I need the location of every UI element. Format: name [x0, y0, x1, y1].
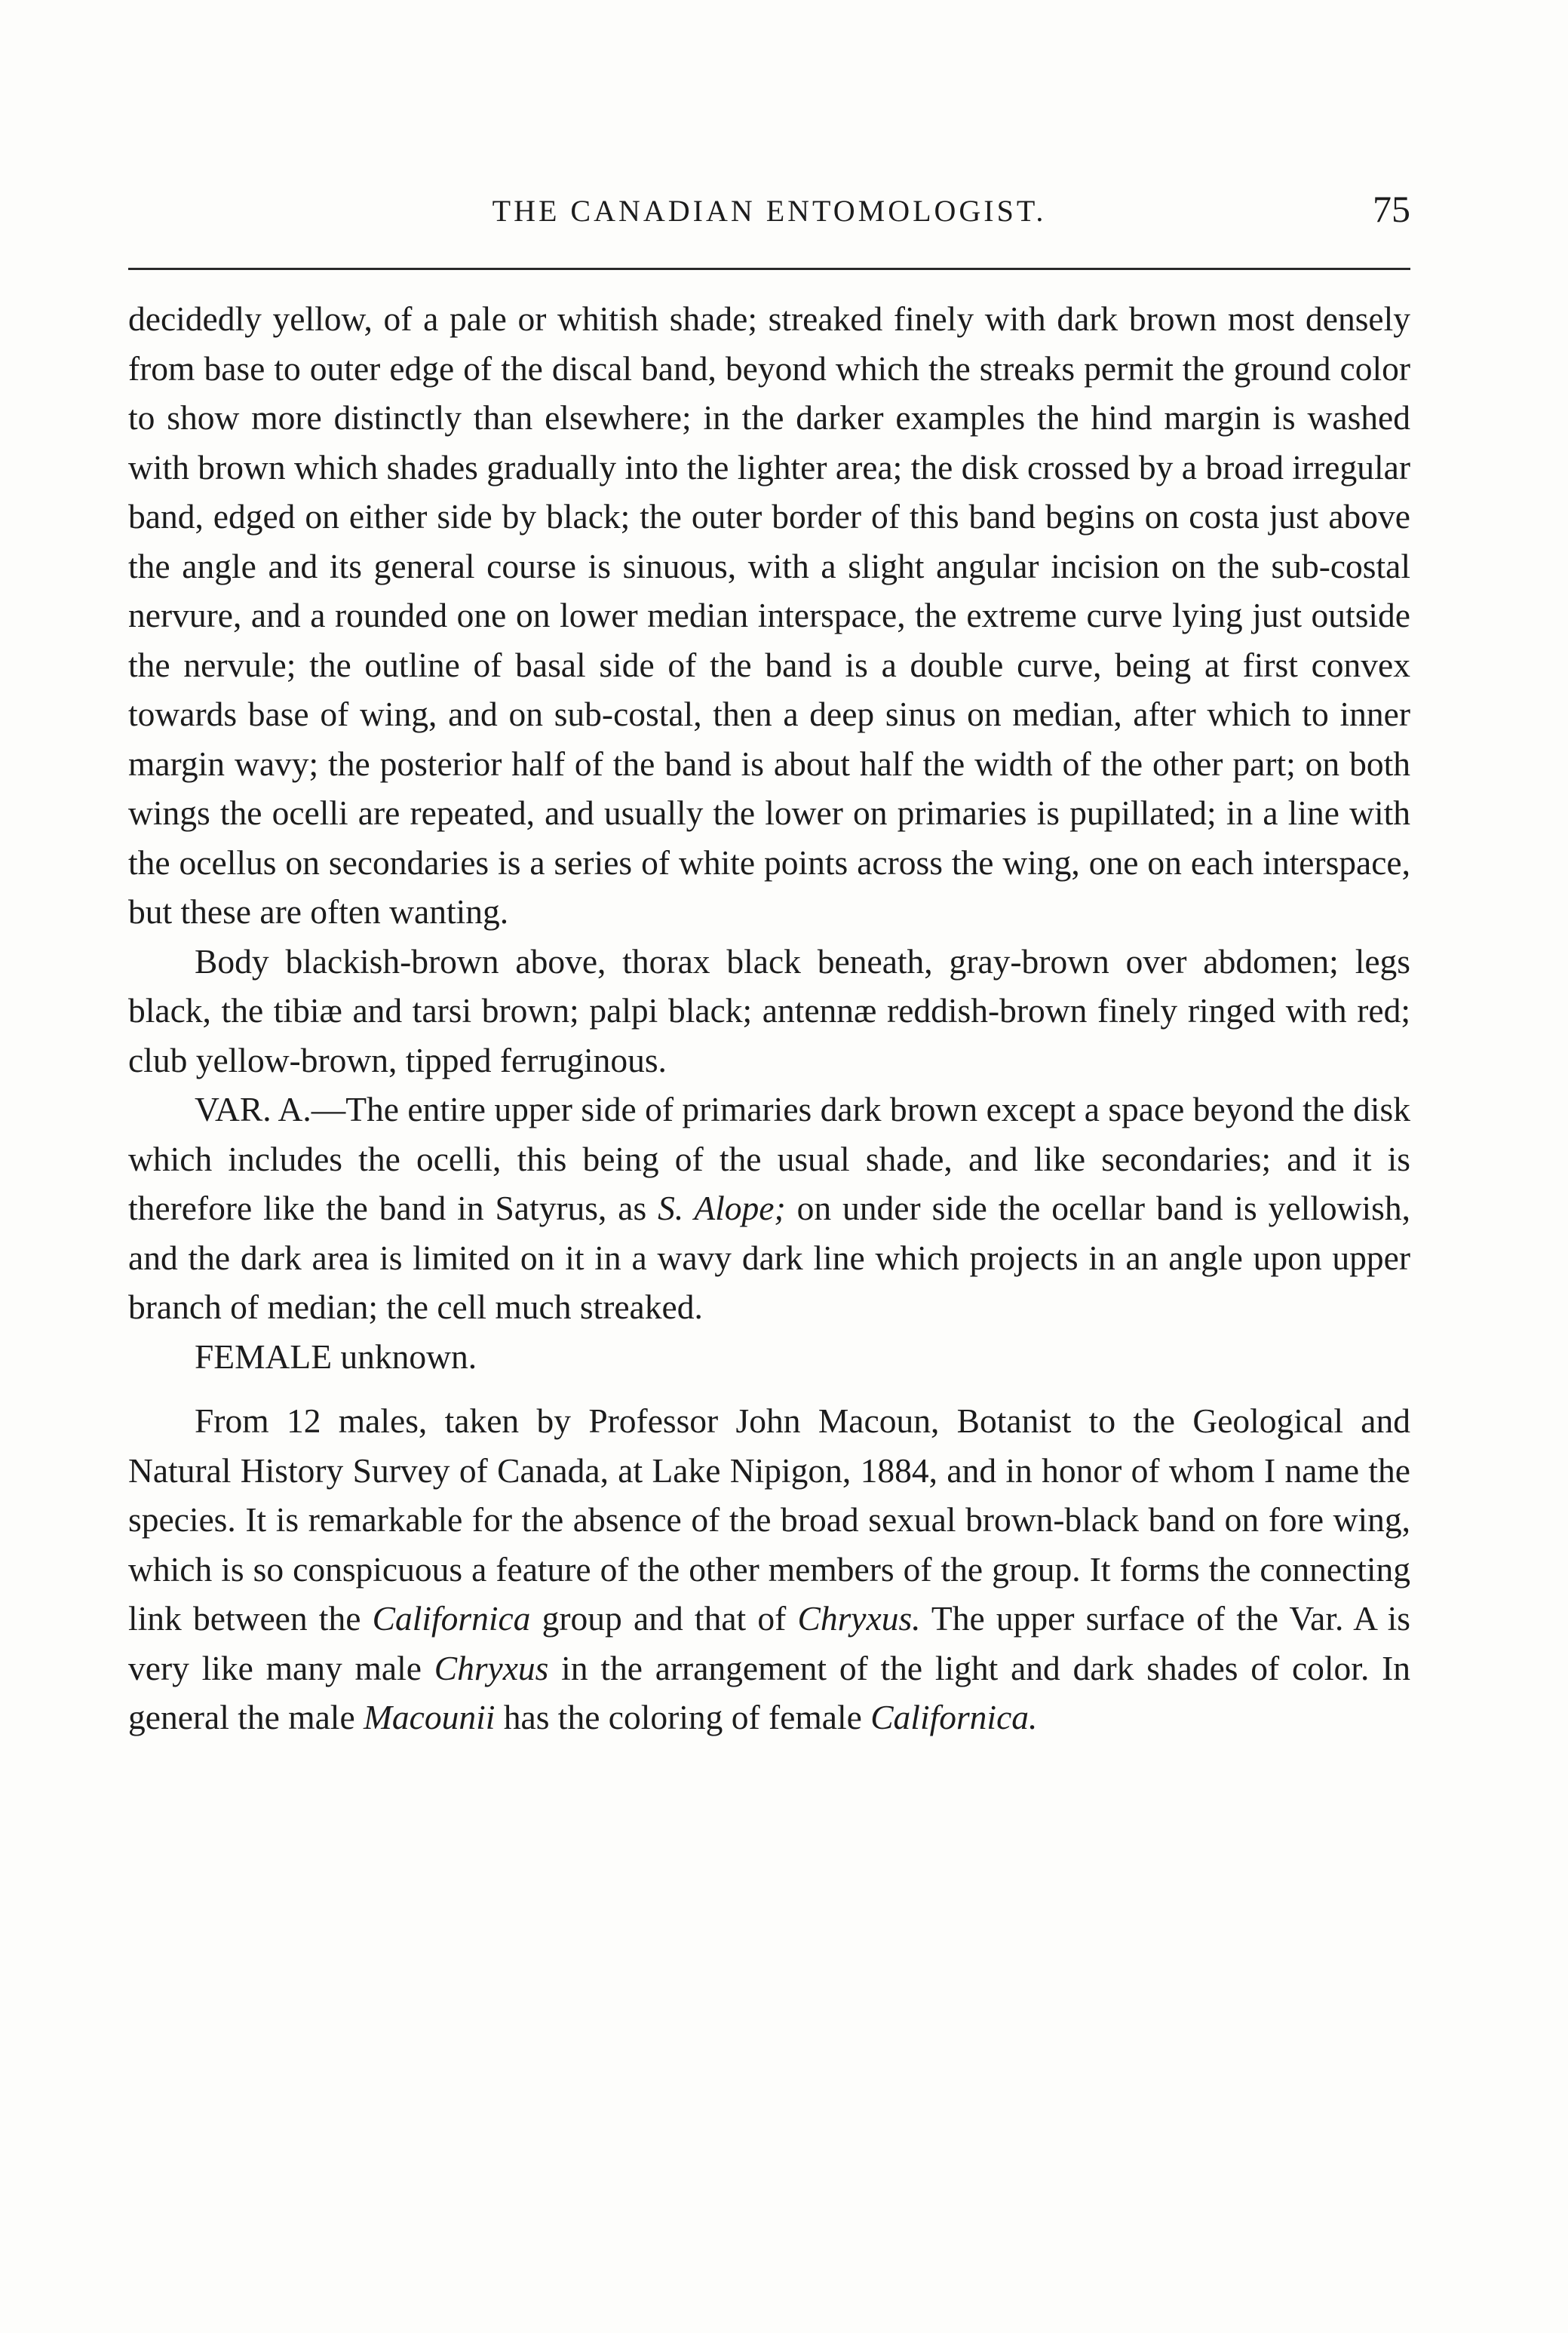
- species-name: Chryxus.: [797, 1599, 921, 1638]
- species-name: S. Alope;: [658, 1189, 786, 1227]
- article-body: [128, 294, 1410, 1742]
- paragraph-female: [128, 1332, 1410, 1382]
- paragraph-remarks: [128, 1396, 1410, 1742]
- species-name: Macounii: [364, 1698, 496, 1736]
- paragraph-variety-a: [128, 1085, 1410, 1332]
- paragraph-text: on under side the ocellar band is yellowish, and the dark area is limited on it in a wavy dark line which projects in an angle upon upper branch of median; the cell much streaked.: [128, 1189, 1410, 1326]
- paragraph-text: From 12 males, taken by Professor John Macoun, Botanist to the Geological and Natural History Survey of Canada, at Lake Nipigon, 1884, and in honor of whom I name the species. It is remarkable for the absence of the broad sexual brown-black band on fore wing, which is so conspicuous a feature of the other members of the group. It forms the connecting link between the: [128, 1401, 1410, 1638]
- paragraph-text: group and that of: [530, 1599, 798, 1638]
- paragraph-text: in the arrangement of the light and dark shades of color. In general the male: [128, 1648, 1410, 1736]
- species-name: Californica.: [870, 1698, 1038, 1736]
- page-number: 75: [1373, 188, 1410, 230]
- paragraph-text: decidedly yellow, of a pale or whitish shade; streaked finely with dark brown most densely from base to outer edge of the discal band, beyond which the streaks permit the ground color to show more distinctly than elsewhere; in the darker examples the hind margin is washed with brown which shades gradually into the lighter area; the disk crossed by a broad irregular band, edged on either side by black; the outer border of this band begins on costa just above the angle and its general course is sinuous, with a slight angular incision on the sub-costal nervure, and a rounded one on lower median interspace, the extreme curve lying just outside the nervule; the outline of basal side of the band is a double curve, being at first convex towards base of wing, and on sub-costal, then a deep sinus on median, after which to inner margin wavy; the posterior half of the band is about half the width of the other part; on both wings the ocelli are repeated, and usually the lower on primaries is pupillated; in a line with the ocellus on secondaries is a series of white points across the wing, one on each interspace, but these are often wanting.: [128, 299, 1410, 931]
- paragraph-body: [128, 937, 1410, 1085]
- paragraph-text: The upper surface of the Var. A is very like many male: [128, 1599, 1410, 1687]
- paragraph-text: has the coloring of female: [495, 1698, 871, 1736]
- paragraph-text: —The entire upper side of primaries dark brown except a space beyond the disk which includes the ocelli, this being of the usual shade, and like secondaries; and it is therefore like the band in Satyrus, as: [128, 1090, 1410, 1227]
- paragraph-text: FEMALE unknown.: [195, 1337, 477, 1376]
- variety-heading: VAR. A.: [195, 1090, 311, 1128]
- paragraph-text: Body blackish-brown above, thorax black beneath, gray-brown over abdomen; legs black, the tibiæ and tarsi brown; palpi black; antennæ reddish-brown finely ringed with red; club yellow-brown, tipped ferruginous.: [128, 941, 1410, 1079]
- paragraph-description-continued: [128, 294, 1410, 937]
- journal-title: THE CANADIAN ENTOMOLOGIST.: [492, 194, 1047, 228]
- species-name: Californica: [372, 1599, 531, 1638]
- running-head: [128, 188, 1410, 238]
- species-name: Chryxus: [434, 1648, 549, 1687]
- header-rule: [128, 268, 1410, 270]
